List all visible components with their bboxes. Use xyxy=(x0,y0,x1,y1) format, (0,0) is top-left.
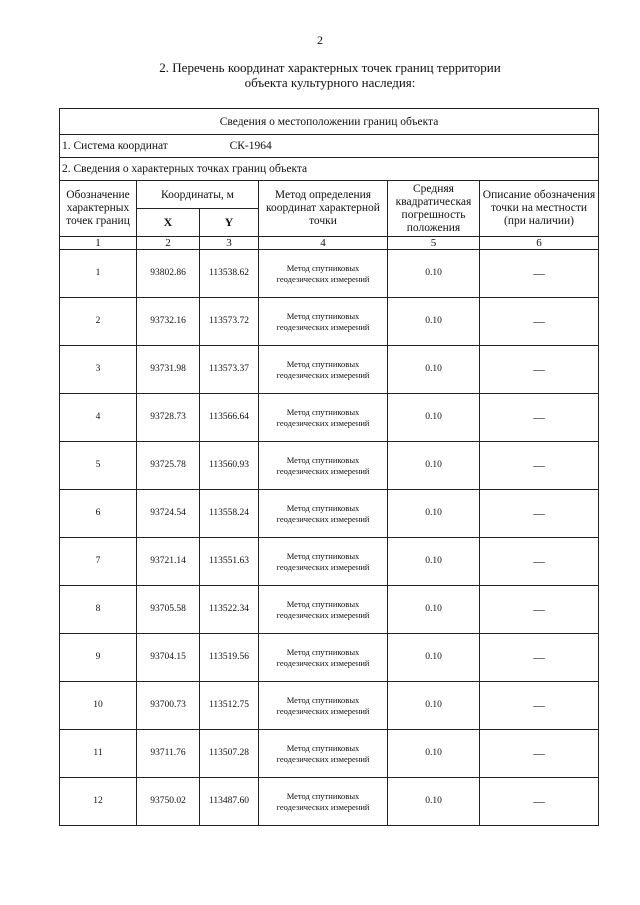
point-number-cell: 11 xyxy=(60,730,137,778)
x-coordinate-cell: 93750.02 xyxy=(137,778,200,826)
y-coordinate-cell: 113560.93 xyxy=(200,442,259,490)
y-coordinate-cell: 113566.64 xyxy=(200,394,259,442)
table-row xyxy=(60,778,599,826)
point-number-cell: 2 xyxy=(60,298,137,346)
y-coordinate-cell: 113573.72 xyxy=(200,298,259,346)
method-cell: Метод спутниковых геодезических измерений xyxy=(259,538,388,586)
point-number-cell: 7 xyxy=(60,538,137,586)
y-coordinate-cell: 113487.60 xyxy=(200,778,259,826)
y-coordinate-cell: 113519.56 xyxy=(200,634,259,682)
title-line-2: объекта культурного наследия: xyxy=(244,75,416,90)
method-cell: Метод спутниковых геодезических измерений xyxy=(259,394,388,442)
column-numbers-row xyxy=(60,237,599,250)
x-coordinate-cell: 93724.54 xyxy=(137,490,200,538)
error-cell: 0.10 xyxy=(388,778,480,826)
header-coordinates: Координаты, м xyxy=(137,181,259,209)
point-number-cell: 10 xyxy=(60,682,137,730)
y-coordinate-cell: 113558.24 xyxy=(200,490,259,538)
x-coordinate-cell: 93725.78 xyxy=(137,442,200,490)
table-row xyxy=(60,730,599,778)
error-cell: 0.10 xyxy=(388,250,480,298)
coordinate-system-label: 1. Система координат xyxy=(62,140,168,152)
x-coordinate-cell: 93728.73 xyxy=(137,394,200,442)
coordinates-table xyxy=(59,108,599,826)
table-row xyxy=(60,250,599,298)
method-cell: Метод спутниковых геодезических измерений xyxy=(259,490,388,538)
y-coordinate-cell: 113522.34 xyxy=(200,586,259,634)
column-number: 5 xyxy=(388,237,480,250)
table-row xyxy=(60,682,599,730)
description-cell: — xyxy=(480,682,599,730)
point-number-cell: 4 xyxy=(60,394,137,442)
x-coordinate-cell: 93732.16 xyxy=(137,298,200,346)
description-cell: — xyxy=(480,778,599,826)
page-title xyxy=(80,60,580,90)
y-coordinate-cell: 113512.75 xyxy=(200,682,259,730)
column-number: 1 xyxy=(60,237,137,250)
x-coordinate-cell: 93802.86 xyxy=(137,250,200,298)
description-cell: — xyxy=(480,730,599,778)
coordinate-system-value: СК-1964 xyxy=(229,140,272,152)
error-cell: 0.10 xyxy=(388,538,480,586)
point-number-cell: 9 xyxy=(60,634,137,682)
error-cell: 0.10 xyxy=(388,346,480,394)
points-info-label: 2. Сведения о характерных точках границ объекта xyxy=(60,158,599,181)
point-number-cell: 1 xyxy=(60,250,137,298)
table-row xyxy=(60,298,599,346)
point-number-cell: 8 xyxy=(60,586,137,634)
header-y: Y xyxy=(200,209,259,237)
table-row xyxy=(60,490,599,538)
error-cell: 0.10 xyxy=(388,682,480,730)
table-row xyxy=(60,538,599,586)
x-coordinate-cell: 93731.98 xyxy=(137,346,200,394)
page-number: 2 xyxy=(317,33,323,47)
method-cell: Метод спутниковых геодезических измерений xyxy=(259,298,388,346)
table-row xyxy=(60,586,599,634)
title-line-1: 2. Перечень координат характерных точек границ территории xyxy=(159,60,501,75)
method-cell: Метод спутниковых геодезических измерений xyxy=(259,682,388,730)
table-row xyxy=(60,346,599,394)
description-cell: — xyxy=(480,490,599,538)
method-cell: Метод спутниковых геодезических измерений xyxy=(259,634,388,682)
error-cell: 0.10 xyxy=(388,730,480,778)
header-method: Метод определения координат характерной точки xyxy=(259,181,388,237)
description-cell: — xyxy=(480,442,599,490)
description-cell: — xyxy=(480,586,599,634)
method-cell: Метод спутниковых геодезических измерений xyxy=(259,730,388,778)
table-row xyxy=(60,394,599,442)
description-cell: — xyxy=(480,634,599,682)
column-number: 3 xyxy=(200,237,259,250)
method-cell: Метод спутниковых геодезических измерений xyxy=(259,442,388,490)
method-cell: Метод спутниковых геодезических измерений xyxy=(259,250,388,298)
column-number: 4 xyxy=(259,237,388,250)
x-coordinate-cell: 93705.58 xyxy=(137,586,200,634)
description-cell: — xyxy=(480,346,599,394)
method-cell: Метод спутниковых геодезических измерений xyxy=(259,346,388,394)
method-cell: Метод спутниковых геодезических измерений xyxy=(259,778,388,826)
header-designation: Обозначение характерных точек границ xyxy=(60,181,137,237)
description-cell: — xyxy=(480,250,599,298)
y-coordinate-cell: 113538.62 xyxy=(200,250,259,298)
x-coordinate-cell: 93700.73 xyxy=(137,682,200,730)
point-number-cell: 12 xyxy=(60,778,137,826)
error-cell: 0.10 xyxy=(388,634,480,682)
description-cell: — xyxy=(480,538,599,586)
method-cell: Метод спутниковых геодезических измерений xyxy=(259,586,388,634)
header-error: Средняя квадратическая погрешность положения xyxy=(388,181,480,237)
error-cell: 0.10 xyxy=(388,490,480,538)
description-cell: — xyxy=(480,394,599,442)
x-coordinate-cell: 93704.15 xyxy=(137,634,200,682)
error-cell: 0.10 xyxy=(388,586,480,634)
header-description: Описание обозначения точки на местности (при наличии) xyxy=(480,181,599,237)
column-number: 6 xyxy=(480,237,599,250)
column-number: 2 xyxy=(137,237,200,250)
description-cell: — xyxy=(480,298,599,346)
x-coordinate-cell: 93721.14 xyxy=(137,538,200,586)
y-coordinate-cell: 113551.63 xyxy=(200,538,259,586)
point-number-cell: 3 xyxy=(60,346,137,394)
coordinate-system-row xyxy=(60,135,599,158)
header-x: X xyxy=(137,209,200,237)
table-row xyxy=(60,634,599,682)
table-row xyxy=(60,442,599,490)
error-cell: 0.10 xyxy=(388,394,480,442)
section-title: Сведения о местоположении границ объекта xyxy=(60,109,599,135)
y-coordinate-cell: 113507.28 xyxy=(200,730,259,778)
error-cell: 0.10 xyxy=(388,298,480,346)
y-coordinate-cell: 113573.37 xyxy=(200,346,259,394)
point-number-cell: 5 xyxy=(60,442,137,490)
error-cell: 0.10 xyxy=(388,442,480,490)
point-number-cell: 6 xyxy=(60,490,137,538)
x-coordinate-cell: 93711.76 xyxy=(137,730,200,778)
